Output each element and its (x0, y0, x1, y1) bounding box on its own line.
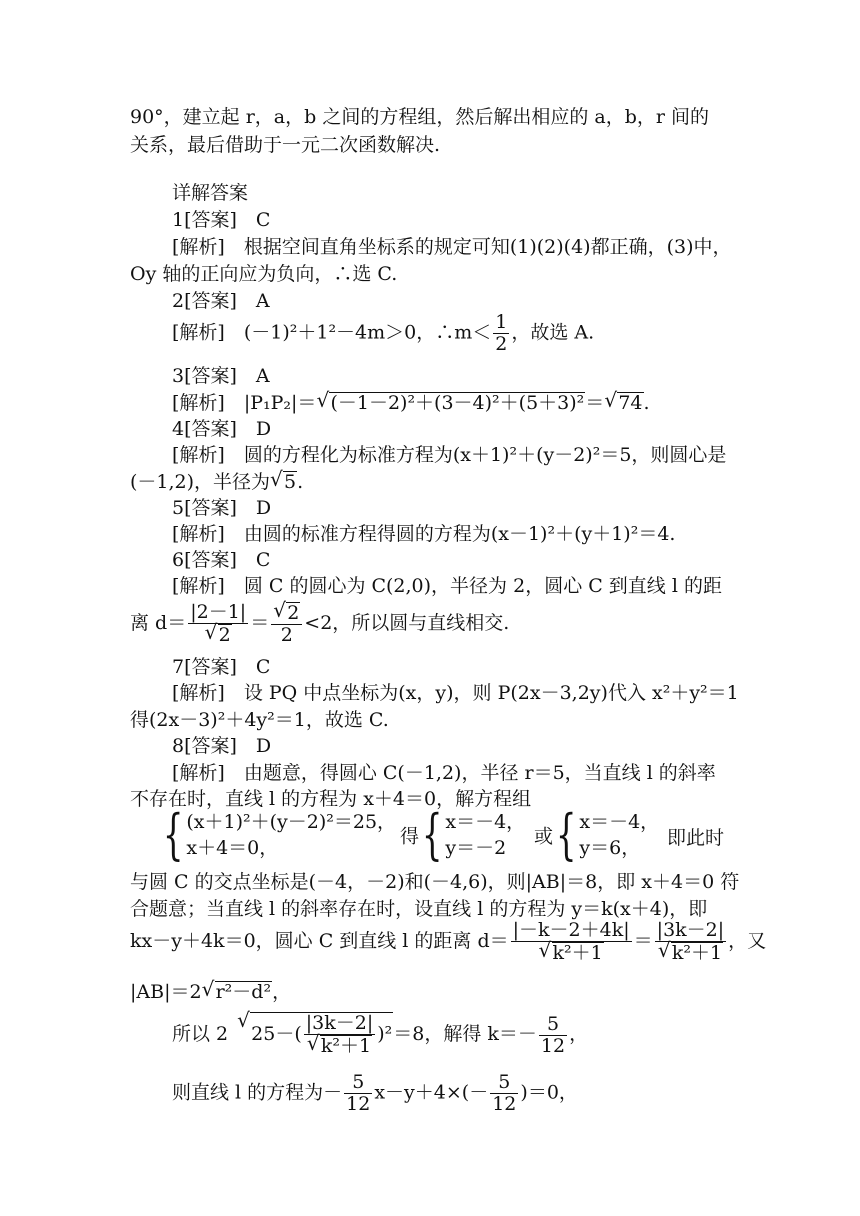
left-brace: { (555, 803, 577, 866)
explanation-8-line-7 (172, 1012, 588, 1057)
fraction-denominator: 2 (271, 624, 302, 646)
answer-5: 5[答案] D (172, 497, 272, 519)
system-1-eq-1: (x＋1)²＋(y－2)²＝25， (186, 811, 397, 833)
explanation-6-line-1: [解析] 圆 C 的圆心为 C(2,0)，半径为 2，圆心 C 到直线 l 的距 (172, 575, 722, 597)
explanation-8-line-3: 与圆 C 的交点坐标是(－4，－2)和(－4,6)，则|AB|＝8，即 x＋4＝0 符 (130, 871, 740, 893)
fraction-5-over-12 (344, 1072, 372, 1115)
period: . (643, 392, 650, 414)
left-brace: { (162, 803, 184, 866)
word-jici: 即此时 (667, 827, 725, 849)
answer-7: 7[答案] C (172, 656, 271, 678)
chord-length-text: |AB|＝2 (130, 981, 202, 1003)
explanation-4-line-1: [解析] 圆的方程化为标准方程为(x＋1)²＋(y－2)²＝5，则圆心是 (172, 444, 727, 466)
system-3-eq-2: y＝6， (579, 837, 641, 859)
radical-big (250, 1012, 393, 1057)
fraction-numerator: 1 (495, 311, 508, 333)
intro-line-2: 关系，最后借助于一元二次函数解决. (130, 134, 441, 156)
radical-74: √ 74 (617, 392, 643, 414)
section-heading: 详解答案 (172, 182, 249, 204)
fraction-numerator: |3k－2| (305, 1012, 374, 1034)
comma: ， (272, 981, 292, 1003)
explanation-3-text: [解析] |P₁P₂|＝ (172, 392, 317, 414)
explanation-4-text: (－1,2)，半径为 (130, 471, 271, 493)
radical-5: √ 5 (283, 471, 297, 493)
fraction-root2-over-2 (271, 602, 302, 646)
fraction-5-over-12 (490, 1072, 518, 1115)
system-1 (186, 809, 396, 861)
fraction-simplified-distance (655, 920, 727, 964)
radicand-end: )² (377, 1023, 393, 1045)
radical-distance: √ (－1－2)²＋(3－4)²＋(5＋3)² (329, 392, 585, 414)
fraction-denominator (655, 941, 727, 964)
radicand-start: 25－( (251, 1023, 302, 1045)
explanation-8-tail: ，又 (728, 930, 767, 952)
fraction-denominator (188, 623, 248, 646)
equals-sign: ＝ (633, 930, 653, 952)
equation-systems (160, 803, 397, 866)
explanation-8-line-2: 不存在时，直线 l 的方程为 x＋4＝0，解方程组 (130, 788, 532, 810)
explanation-1-line-2: Oy 轴的正向应为负向，∴选 C. (130, 263, 398, 285)
equals-sign: ＝ (585, 392, 605, 414)
fraction-numerator: 5 (546, 1012, 560, 1035)
explanation-1-line-1: [解析] 根据空间直角坐标系的规定可知(1)(2)(4)都正确，(3)中， (172, 236, 732, 258)
fraction-numerator: 5 (352, 1071, 365, 1093)
explanation-4-line-2 (130, 470, 303, 494)
equation-system-2 (400, 803, 526, 866)
fraction-numerator: |2－1| (190, 601, 247, 623)
fraction-5-over-12 (539, 1014, 567, 1057)
system-2 (445, 809, 525, 861)
fraction-distance-k (511, 920, 632, 964)
intro-line-1: 90°，建立起 r，a，b 之间的方程组，然后解出相应的 a，b，r 间的 (130, 106, 709, 128)
answer-1: 1[答案] C (172, 209, 271, 231)
explanation-2-tail: ，故选 A. (511, 321, 595, 344)
radical-k2-plus-1: √ k²＋1 (671, 942, 723, 964)
explanation-2-text: [解析] (－1)²＋1²－4m＞0，∴m＜ (172, 321, 492, 344)
explanation-8-line-4: 合题意；当直线 l 的斜率存在时，设直线 l 的方程为 y＝k(x＋4)，即 (130, 898, 708, 920)
solve-result-text: ＝8，解得 k＝－ (393, 1023, 537, 1045)
solve-text: 所以 2 (172, 1023, 229, 1045)
line-equation-mid: x－y＋4×(－ (374, 1081, 489, 1104)
fraction-denominator: 2 (495, 333, 508, 355)
system-3-eq-1: x＝－4， (579, 811, 660, 833)
line-equation-text: 则直线 l 的方程为－ (172, 1081, 343, 1104)
explanation-3 (172, 391, 650, 415)
fraction-one-half (493, 312, 509, 355)
explanation-6-text: 离 d＝ (130, 612, 187, 634)
fraction-inner (304, 1013, 376, 1057)
answer-2: 2[答案] A (172, 290, 270, 312)
fraction-numerator (271, 602, 302, 624)
radical-2: √ 2 (218, 624, 232, 646)
word-de: 得 (400, 825, 420, 848)
answer-4: 4[答案] D (172, 418, 272, 440)
fraction-distance (188, 602, 248, 646)
comma: ， (569, 1023, 589, 1045)
fraction-denominator (511, 941, 632, 964)
explanation-8-line-8 (172, 1072, 578, 1115)
line-equation-end: )＝0， (520, 1081, 578, 1104)
fraction-numerator: 5 (498, 1071, 511, 1093)
answer-3: 3[答案] A (172, 365, 270, 387)
explanation-6-tail: <2，所以圆与直线相交. (304, 612, 510, 634)
fraction-numerator: |－k－2＋4k| (512, 919, 630, 941)
system-1-eq-2: x＋4＝0， (186, 837, 279, 859)
equation-system-3 (534, 803, 660, 866)
radical-k2-plus-1: √ k²＋1 (320, 1035, 372, 1057)
system-2-eq-2: y＝－2 (445, 837, 507, 859)
explanation-8-line-1: [解析] 由题意，得圆心 C(－1,2)，半径 r＝5，当直线 l 的斜率 (172, 762, 716, 784)
explanation-8-text: kx－y＋4k＝0，圆心 C 到直线 l 的距离 d＝ (130, 930, 509, 952)
answer-6: 6[答案] C (172, 549, 271, 571)
system-3 (579, 809, 659, 861)
fraction-denominator: 12 (492, 1093, 517, 1115)
radical-r2-minus-d2: √ r²－d² (215, 981, 272, 1003)
left-brace: { (421, 803, 443, 866)
explanation-8-line-6 (130, 980, 291, 1004)
word-huo: 或 (534, 825, 554, 848)
equals-sign: ＝ (250, 612, 270, 634)
answer-8: 8[答案] D (172, 735, 272, 757)
system-2-eq-1: x＝－4， (445, 811, 526, 833)
fraction-denominator: 12 (346, 1093, 371, 1115)
radical-2: √ 2 (286, 602, 300, 624)
explanation-2 (172, 312, 594, 355)
fraction-numerator: |3k－2| (656, 919, 725, 941)
explanation-5: [解析] 由圆的标准方程得圆的方程为(x－1)²＋(y＋1)²＝4. (172, 523, 676, 545)
radical-k2-plus-1: √ k²＋1 (552, 942, 604, 964)
explanation-7-line-2: 得(2x－3)²＋4y²＝1，故选 C. (130, 709, 389, 731)
fraction-denominator (304, 1034, 376, 1057)
explanation-6-line-2 (130, 602, 509, 646)
explanation-7-line-1: [解析] 设 PQ 中点坐标为(x，y)，则 P(2x－3,2y)代入 x²＋y²＝1 (172, 682, 739, 704)
fraction-denominator: 12 (540, 1034, 566, 1057)
explanation-8-line-5 (130, 920, 766, 964)
period: . (297, 471, 304, 493)
